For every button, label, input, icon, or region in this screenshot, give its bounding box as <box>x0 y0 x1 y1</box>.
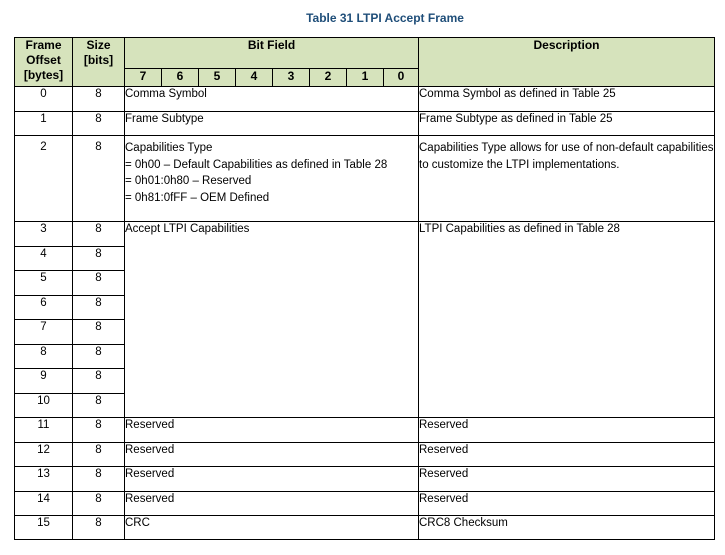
capabilities-type-line: = 0h81:0fFF – OEM Defined <box>125 191 270 204</box>
capabilities-type-line: = 0h00 – Default Capabilities as defined in Table 28 <box>125 158 388 171</box>
bit-header-6: 6 <box>162 69 199 87</box>
size-cell: 8 <box>73 247 125 271</box>
bit-field-cell: Reserved <box>125 443 419 467</box>
size-cell: 8 <box>73 136 125 222</box>
offset-cell: 5 <box>15 271 73 296</box>
size-cell: 8 <box>73 345 125 369</box>
ltpi-accept-frame-table <box>14 37 715 540</box>
description-cell: Reserved <box>419 467 715 492</box>
capabilities-description-cell: LTPI Capabilities as defined in Table 28 <box>419 222 715 418</box>
size-cell: 8 <box>73 492 125 516</box>
offset-cell: 10 <box>15 394 73 418</box>
size-cell: 8 <box>73 369 125 394</box>
size-cell: 8 <box>73 418 125 443</box>
description-cell: Reserved <box>419 492 715 516</box>
size-cell: 8 <box>73 467 125 492</box>
size-cell: 8 <box>73 516 125 540</box>
offset-cell: 14 <box>15 492 73 516</box>
description-cell: Reserved <box>419 418 715 443</box>
size-cell: 8 <box>73 394 125 418</box>
table-row <box>15 112 715 136</box>
bit-header-2: 2 <box>310 69 347 87</box>
table-row <box>15 418 715 443</box>
frame-offset-header <box>15 38 73 87</box>
frame-offset-header-line: [bytes] <box>23 68 64 82</box>
capabilities-type-line: = 0h01:0h80 – Reserved <box>125 175 252 187</box>
bit-header-0: 0 <box>384 69 419 87</box>
bit-header-7: 7 <box>125 69 162 87</box>
bit-field-cell: Reserved <box>125 418 419 443</box>
offset-cell: 15 <box>15 516 73 540</box>
description-cell: Comma Symbol as defined in Table 25 <box>419 87 715 112</box>
offset-cell: 1 <box>15 112 73 136</box>
offset-cell: 11 <box>15 418 73 443</box>
table-row <box>15 492 715 516</box>
offset-cell: 12 <box>15 443 73 467</box>
frame-offset-header-line: Frame <box>25 38 62 52</box>
description-header: Description <box>419 38 715 87</box>
description-cell: Capabilities Type allows for use of non-default capabilities to customize the LTPI implementations. <box>419 136 715 222</box>
size-header <box>73 38 125 87</box>
table-row <box>15 136 715 222</box>
bit-field-cell: Reserved <box>125 492 419 516</box>
offset-cell: 2 <box>15 136 73 222</box>
frame-offset-header-line: Offset <box>26 53 61 67</box>
bit-field-cell: Comma Symbol <box>125 87 419 112</box>
bit-field-cell: CRC <box>125 516 419 540</box>
description-cell: Reserved <box>419 443 715 467</box>
size-header-line: Size <box>86 38 111 52</box>
bit-field-cell <box>125 136 419 222</box>
size-cell: 8 <box>73 112 125 136</box>
bit-header-5: 5 <box>199 69 236 87</box>
table-row <box>15 222 715 247</box>
offset-cell: 9 <box>15 369 73 394</box>
bit-header-1: 1 <box>347 69 384 87</box>
size-cell: 8 <box>73 271 125 296</box>
size-cell: 8 <box>73 222 125 247</box>
table-row <box>15 87 715 112</box>
table-row <box>15 516 715 540</box>
offset-cell: 4 <box>15 247 73 271</box>
capabilities-type-line: Capabilities Type <box>125 142 213 154</box>
size-cell: 8 <box>73 443 125 467</box>
table-row <box>15 443 715 467</box>
bit-field-cell: Frame Subtype <box>125 112 419 136</box>
bit-header-4: 4 <box>236 69 273 87</box>
size-cell: 8 <box>73 320 125 345</box>
bit-field-cell: Reserved <box>125 467 419 492</box>
bit-header-3: 3 <box>273 69 310 87</box>
offset-cell: 13 <box>15 467 73 492</box>
offset-cell: 6 <box>15 296 73 320</box>
bit-field-header: Bit Field <box>125 38 419 69</box>
description-cell: Frame Subtype as defined in Table 25 <box>419 112 715 136</box>
accept-capabilities-cell: Accept LTPI Capabilities <box>125 222 419 418</box>
size-cell: 8 <box>73 87 125 112</box>
offset-cell: 0 <box>15 87 73 112</box>
offset-cell: 8 <box>15 345 73 369</box>
table-row <box>15 467 715 492</box>
offset-cell: 7 <box>15 320 73 345</box>
size-header-line: [bits] <box>83 53 114 67</box>
table-caption: Table 31 LTPI Accept Frame <box>306 11 464 25</box>
size-cell: 8 <box>73 296 125 320</box>
offset-cell: 3 <box>15 222 73 247</box>
description-cell: CRC8 Checksum <box>419 516 715 540</box>
